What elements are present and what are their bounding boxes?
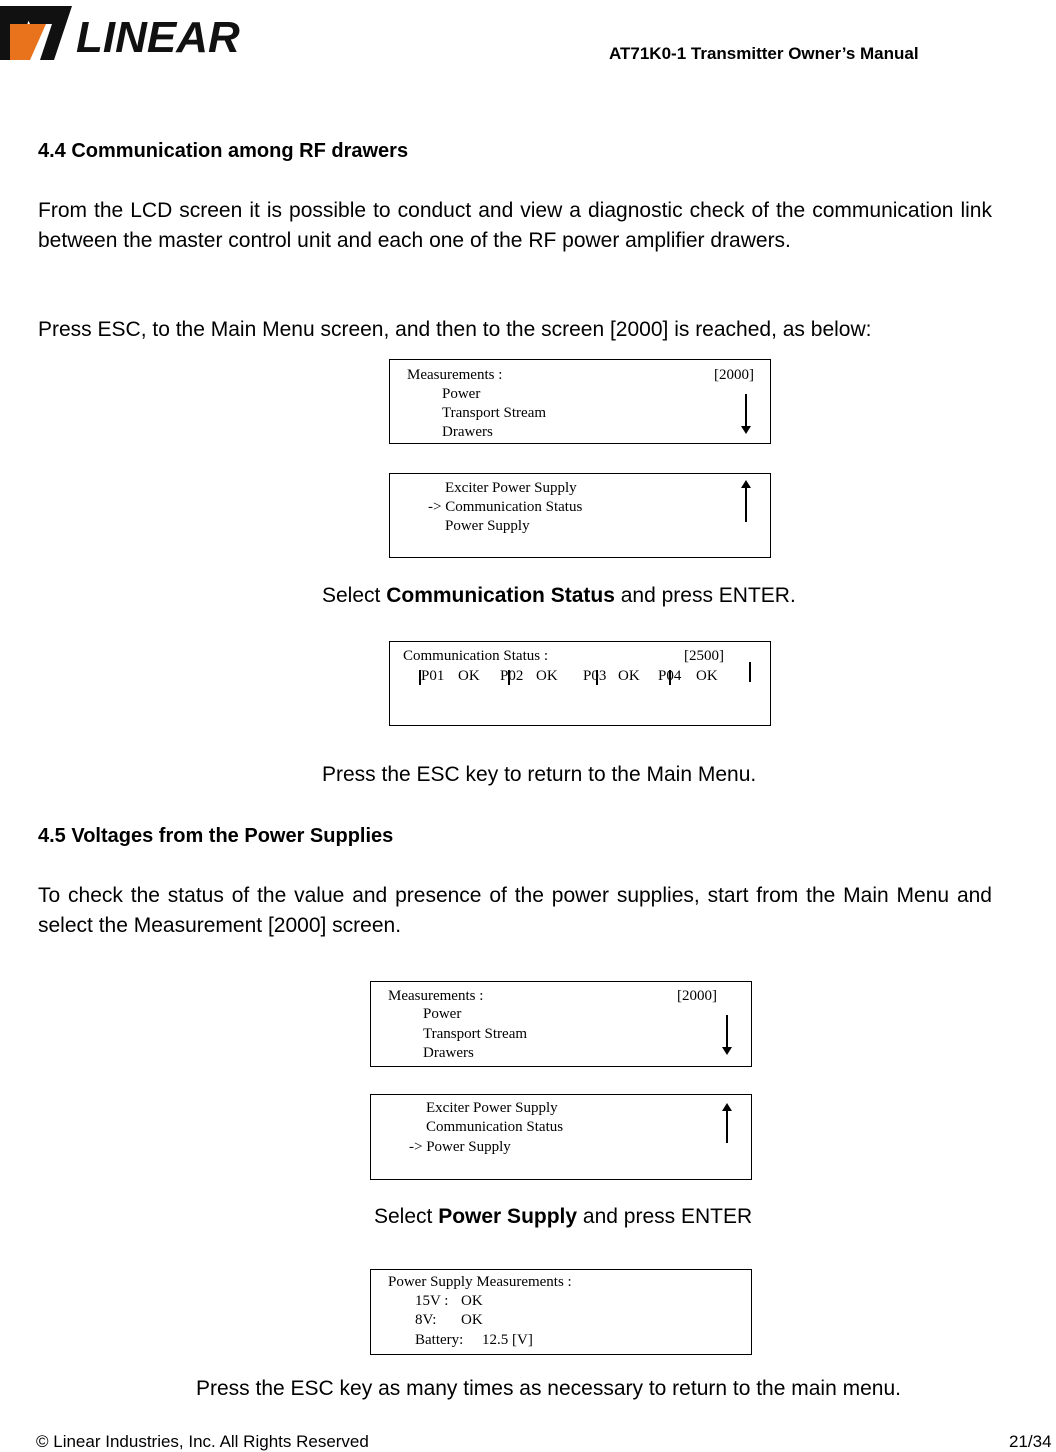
caption-esc-main-menu: Press the ESC key to return to the Main Menu. (322, 763, 757, 786)
drawer-status: OK (458, 668, 480, 684)
drawer-status: OK (618, 668, 640, 684)
drawer-id: P04 (658, 668, 682, 684)
paragraph-press-esc: Press ESC, to the Main Menu screen, and then to the screen [2000] is reached, as below: (38, 318, 872, 341)
caption-esc-return: Press the ESC key as many times as necessary to return to the main menu. (196, 1377, 901, 1400)
lcd-measurements-screen (389, 359, 771, 444)
lcd-menu-item-selected: -> Communication Status (428, 499, 583, 515)
drawer-id: P03 (583, 668, 607, 684)
linear-logo-mark (0, 0, 240, 64)
lcd-title: Measurements : (407, 367, 503, 383)
caption-text: Select (374, 1205, 439, 1228)
power-row-value: OK (461, 1312, 483, 1328)
lcd-menu-item: Power Supply (445, 518, 530, 534)
lcd-submenu-screen-2 (370, 1094, 752, 1180)
lcd-menu-item: Drawers (423, 1045, 474, 1061)
section-heading-4-4: 4.4 Communication among RF drawers (38, 140, 409, 162)
drawer-id: P02 (500, 668, 524, 684)
lcd-communication-screen (389, 641, 771, 726)
lcd-menu-item: Power (442, 386, 481, 402)
arrow-down-icon (741, 394, 751, 434)
lcd-screen-code: [2000] (714, 367, 754, 383)
caption-text: and press ENTER (577, 1205, 753, 1228)
section-heading-4-5: 4.5 Voltages from the Power Supplies (38, 825, 394, 847)
lcd-menu-item: Drawers (442, 424, 493, 440)
drawer-status: OK (696, 668, 718, 684)
logo-wordmark: LINEAR (76, 13, 240, 62)
power-row-value: OK (461, 1293, 483, 1309)
arrow-up-icon (722, 1103, 732, 1143)
power-row-value: 12.5 [V] (482, 1332, 533, 1348)
lcd-submenu-screen (389, 473, 771, 558)
paragraph-intro: From the LCD screen it is possible to conduct and view a diagnostic check of the communication link between the master control unit and each one of the RF power amplifier drawers. (38, 199, 992, 252)
linear-logo (0, 0, 240, 64)
lcd-menu-item: Exciter Power Supply (445, 480, 577, 496)
drawer-status: OK (536, 668, 558, 684)
drawer-id: P01 (421, 668, 445, 684)
scroll-indicator-bar (749, 662, 751, 682)
manual-title: AT71K0-1 Transmitter Owner’s Manual (609, 44, 919, 63)
lcd-title: Communication Status : (403, 648, 548, 664)
arrow-down-icon (722, 1015, 732, 1055)
lcd-screen-code: [2500] (684, 648, 724, 664)
lcd-menu-item: Communication Status (426, 1119, 564, 1135)
arrow-up-icon (741, 480, 751, 522)
lcd-measurements-screen-2 (370, 981, 752, 1067)
paragraph-power-supplies: To check the status of the value and presence of the power supplies, start from the Main Menu and select the Measurement [2000] screen. (38, 884, 992, 937)
lcd-power-supply-screen (370, 1269, 752, 1355)
caption-select-communication (322, 584, 796, 608)
lcd-menu-item: Exciter Power Supply (426, 1100, 558, 1116)
caption-bold-text: Communication Status (386, 584, 615, 607)
power-row-label: Battery: (415, 1332, 464, 1348)
lcd-menu-item: Power (423, 1006, 462, 1022)
footer-page-number: 21/34 (1009, 1432, 1052, 1451)
lcd-menu-item-selected: -> Power Supply (409, 1139, 511, 1155)
footer-copyright: © Linear Industries, Inc. All Rights Reserved (36, 1432, 369, 1451)
caption-bold-text: Power Supply (438, 1205, 578, 1228)
power-row-label: 8V: (415, 1312, 437, 1328)
caption-text: Select (322, 584, 387, 607)
lcd-menu-item: Transport Stream (423, 1026, 528, 1042)
caption-select-power-supply (374, 1205, 752, 1229)
power-row-label: 15V : (415, 1293, 449, 1309)
lcd-screen-code: [2000] (677, 988, 717, 1004)
lcd-title: Measurements : (388, 988, 484, 1004)
caption-text: and press ENTER. (614, 584, 796, 607)
lcd-title: Power Supply Measurements : (388, 1274, 572, 1290)
lcd-menu-item: Transport Stream (442, 405, 547, 421)
